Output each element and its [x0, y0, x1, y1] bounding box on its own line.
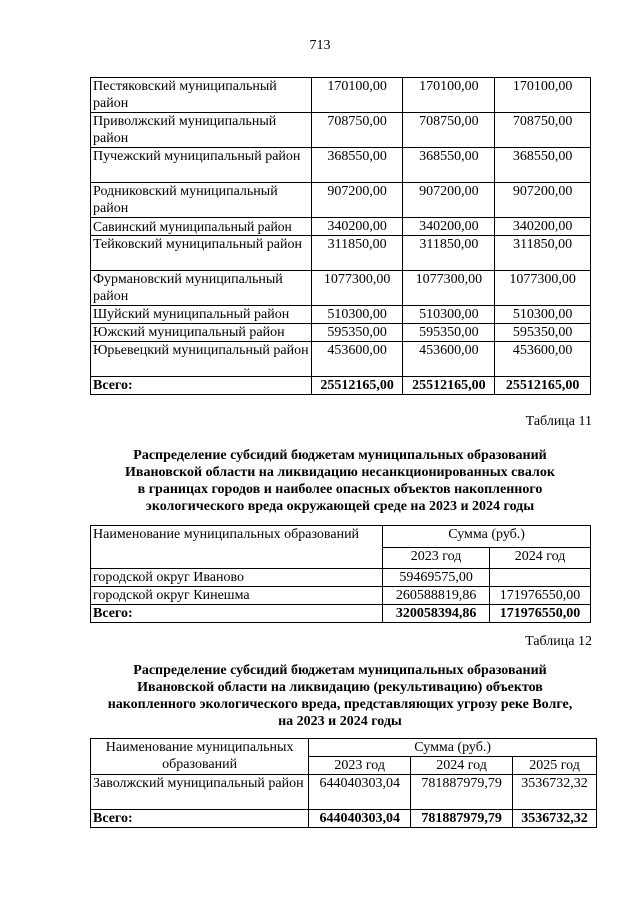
- header-year: 2023 год: [309, 757, 411, 775]
- header-sum: Сумма (руб.): [383, 526, 591, 548]
- amount-cell: 3536732,32: [513, 775, 597, 810]
- header-name: Наименование муниципальных образований: [91, 526, 383, 569]
- table-row: [91, 218, 591, 236]
- table-12-caption: Таблица 12: [525, 634, 592, 649]
- amount-cell: 170100,00: [311, 78, 403, 113]
- title-line: на 2023 и 2024 годы: [278, 714, 402, 729]
- header-row: [91, 739, 597, 757]
- municipality-name: Пестяковский муниципальный район: [91, 78, 312, 113]
- amount-cell: 340200,00: [495, 218, 591, 236]
- table-row: [91, 569, 591, 587]
- amount-cell: 644040303,04: [309, 775, 411, 810]
- amount-cell: 453600,00: [495, 342, 591, 377]
- amount-cell: 368550,00: [495, 148, 591, 183]
- amount-cell: 510300,00: [495, 306, 591, 324]
- amount-cell: 510300,00: [403, 306, 495, 324]
- amount-cell: 311850,00: [403, 236, 495, 271]
- table-row: [91, 324, 591, 342]
- title-line: Распределение субсидий бюджетам муниципальных образований: [133, 448, 547, 463]
- municipality-name: Юрьевецкий муниципальный район: [91, 342, 312, 377]
- municipality-name: Заволжский муниципальный район: [91, 775, 309, 810]
- amount-cell: 781887979,79: [411, 775, 513, 810]
- header-row: [91, 526, 591, 548]
- total-row: [91, 605, 591, 623]
- amount-cell: 907200,00: [403, 183, 495, 218]
- amount-cell: 170100,00: [403, 78, 495, 113]
- total-amount: 320058394,86: [383, 605, 490, 623]
- amount-cell: 595350,00: [403, 324, 495, 342]
- title-line: в границах городов и наиболее опасных объектов накопленного: [137, 482, 543, 497]
- amount-cell: 170100,00: [495, 78, 591, 113]
- amount-cell: 453600,00: [311, 342, 403, 377]
- table-row: [91, 183, 591, 218]
- amount-cell: 510300,00: [311, 306, 403, 324]
- amount-cell: 708750,00: [311, 113, 403, 148]
- total-label: Всего:: [91, 810, 309, 828]
- total-label: Всего:: [91, 605, 383, 623]
- amount-cell: 708750,00: [403, 113, 495, 148]
- municipality-name: Шуйский муниципальный район: [91, 306, 312, 324]
- table-row: [91, 78, 591, 113]
- title-line: Ивановской области на ликвидацию несанкционированных свалок: [125, 465, 555, 480]
- table-row: [91, 113, 591, 148]
- amount-cell: 340200,00: [311, 218, 403, 236]
- total-amount: 25512165,00: [311, 377, 403, 395]
- table-11: [90, 525, 591, 623]
- amount-cell: 907200,00: [311, 183, 403, 218]
- allocation-table-continued: [90, 77, 591, 395]
- amount-cell: 595350,00: [311, 324, 403, 342]
- table-12: [90, 738, 597, 828]
- title-line: Распределение субсидий бюджетам муниципальных образований: [133, 663, 547, 678]
- table-row: [91, 342, 591, 377]
- amount-cell: 59469575,00: [383, 569, 490, 587]
- table-row: [91, 775, 597, 810]
- header-name: Наименование муниципальных образований: [91, 739, 309, 775]
- table-11-title: [80, 447, 600, 515]
- header-year: 2023 год: [383, 547, 490, 569]
- header-year: 2024 год: [411, 757, 513, 775]
- amount-cell: 1077300,00: [311, 271, 403, 306]
- amount-cell: 453600,00: [403, 342, 495, 377]
- municipality-name: городской округ Иваново: [91, 569, 383, 587]
- total-amount: 25512165,00: [403, 377, 495, 395]
- municipality-name: городской округ Кинешма: [91, 587, 383, 605]
- table-11-caption: Таблица 11: [525, 414, 592, 429]
- total-row: [91, 377, 591, 395]
- header-year: 2024 год: [490, 547, 591, 569]
- municipality-name: Савинский муниципальный район: [91, 218, 312, 236]
- amount-cell: 311850,00: [311, 236, 403, 271]
- header-year: 2025 год: [513, 757, 597, 775]
- municipality-name: Родниковский муниципальный район: [91, 183, 312, 218]
- amount-cell: 595350,00: [495, 324, 591, 342]
- header-sum: Сумма (руб.): [309, 739, 597, 757]
- total-label: Всего:: [91, 377, 312, 395]
- table-row: [91, 236, 591, 271]
- total-amount: 25512165,00: [495, 377, 591, 395]
- page-number: 713: [309, 38, 331, 53]
- amount-cell: 260588819,86: [383, 587, 490, 605]
- amount-cell: 311850,00: [495, 236, 591, 271]
- amount-cell: 708750,00: [495, 113, 591, 148]
- municipality-name: Фурмановский муниципальный район: [91, 271, 312, 306]
- municipality-name: Южский муниципальный район: [91, 324, 312, 342]
- title-line: накопленного экологического вреда, представляющих угрозу реке Волге,: [107, 697, 573, 712]
- title-line: экологического вреда окружающей среде на 2023 и 2024 годы: [145, 499, 535, 514]
- amount-cell: 340200,00: [403, 218, 495, 236]
- amount-cell: 368550,00: [311, 148, 403, 183]
- table-row: [91, 148, 591, 183]
- municipality-name: Пучежский муниципальный район: [91, 148, 312, 183]
- amount-cell: 907200,00: [495, 183, 591, 218]
- table-12-title: [80, 662, 600, 730]
- total-amount: 644040303,04: [309, 810, 411, 828]
- amount-cell: 171976550,00: [490, 587, 591, 605]
- table-row: [91, 587, 591, 605]
- total-row: [91, 810, 597, 828]
- table-row: [91, 271, 591, 306]
- amount-cell: [490, 569, 591, 587]
- municipality-name: Тейковский муниципальный район: [91, 236, 312, 271]
- amount-cell: 368550,00: [403, 148, 495, 183]
- amount-cell: 1077300,00: [495, 271, 591, 306]
- total-amount: 171976550,00: [490, 605, 591, 623]
- total-amount: 781887979,79: [411, 810, 513, 828]
- amount-cell: 1077300,00: [403, 271, 495, 306]
- total-amount: 3536732,32: [513, 810, 597, 828]
- municipality-name: Приволжский муниципальный район: [91, 113, 312, 148]
- table-row: [91, 306, 591, 324]
- title-line: Ивановской области на ликвидацию (рекультивацию) объектов: [137, 680, 543, 695]
